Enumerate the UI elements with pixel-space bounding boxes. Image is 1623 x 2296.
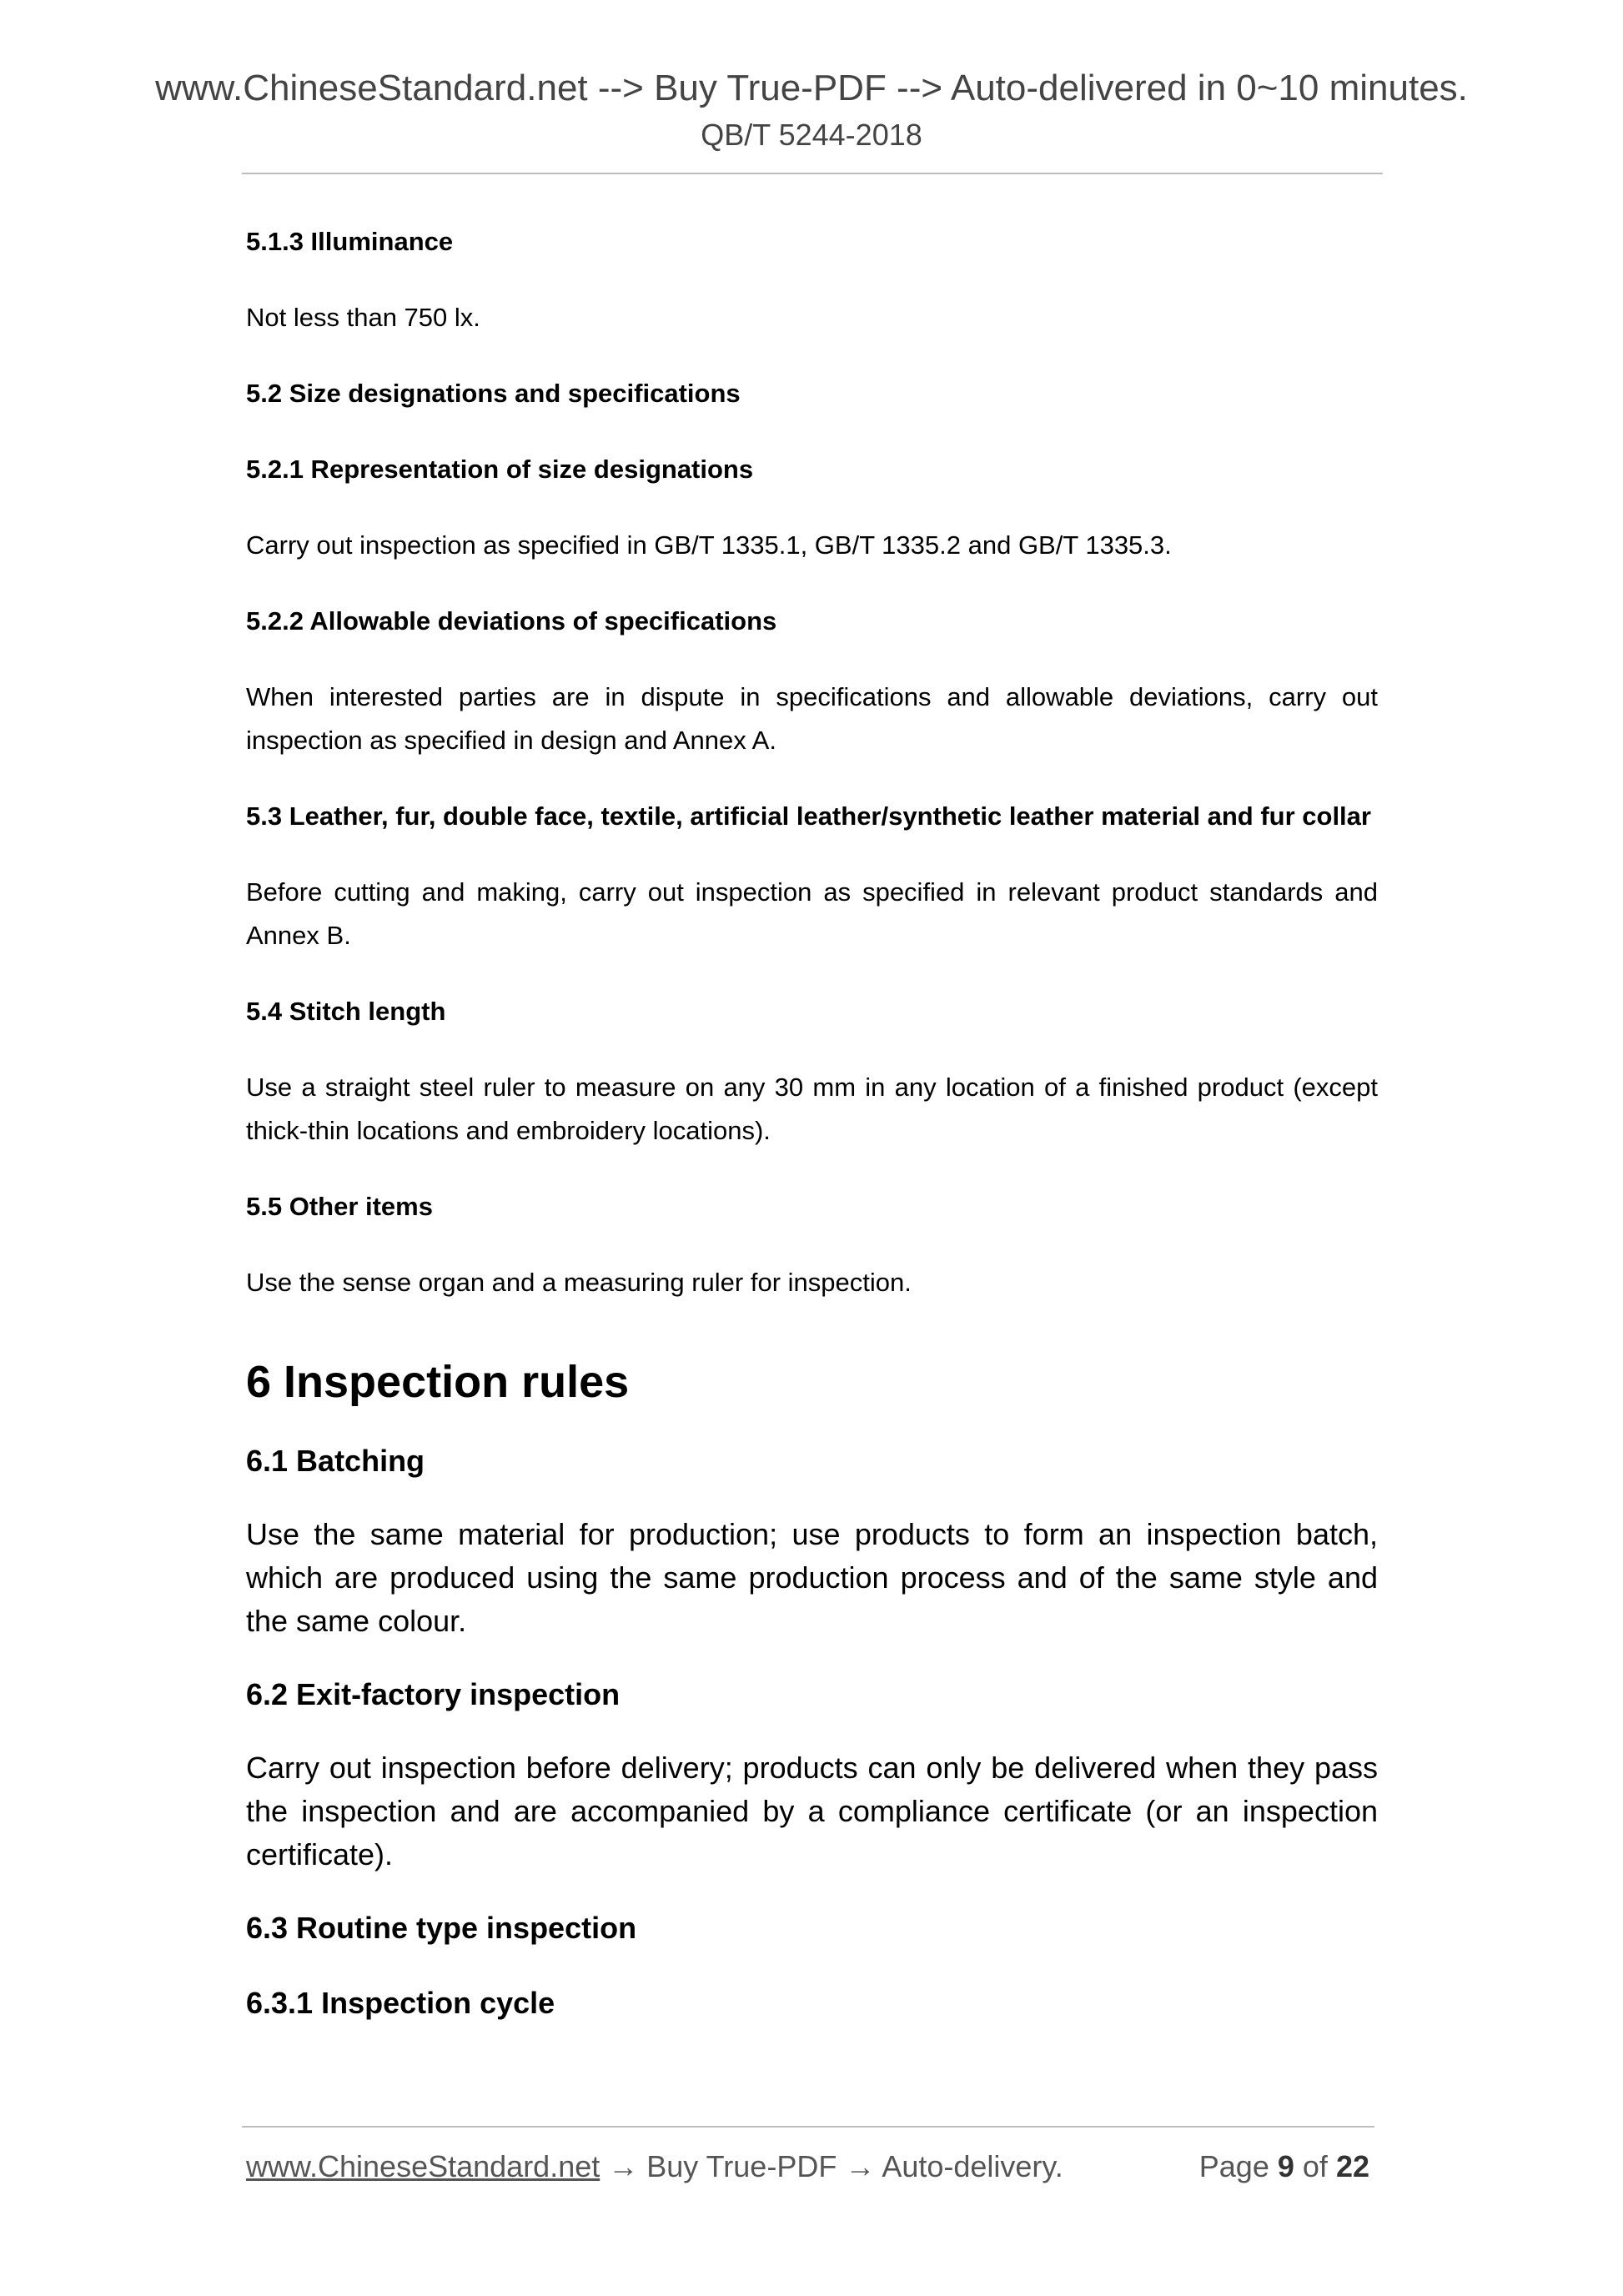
section-6-2-text: Carry out inspection before delivery; products can only be delivered when they pass the inspection and are accompanied by a compliance certificate (or an inspection certificate). (246, 1751, 1378, 1871)
section-6-3-heading: 6.3 Routine type inspection (246, 1911, 637, 1945)
section-5-5-text: Use the sense organ and a measuring ruler for inspection. (246, 1268, 912, 1297)
section-5-5-heading: 5.5 Other items (246, 1192, 433, 1221)
section-6-3-1-heading: 6.3.1 Inspection cycle (246, 1986, 555, 2020)
section-5-4-text: Use a straight steel ruler to measure on any 30 mm in any location of a finished product (except thick-thin locations and embroidery locations). (246, 1073, 1378, 1145)
of-label: of (1302, 2149, 1328, 2183)
footer-site-link[interactable]: www.ChineseStandard.net (246, 2149, 600, 2183)
section-5-3-heading: 5.3 Leather, fur, double face, textile, artificial leather/synthetic leather material and fur collar (246, 801, 1371, 831)
footer-promo (246, 2147, 1063, 2187)
footer-promo-text: → Buy True-PDF → Auto-delivery. (600, 2149, 1063, 2183)
section-5-2-heading: 5.2 Size designations and specifications (246, 379, 741, 408)
header-divider (242, 173, 1383, 174)
header-doc-id: QB/T 5244-2018 (701, 118, 922, 152)
total-pages: 22 (1335, 2149, 1369, 2183)
section-5-1-3-text: Not less than 750 lx. (246, 303, 480, 332)
section-6-1-heading: 6.1 Batching (246, 1444, 425, 1478)
section-5-2-2-heading: 5.2.2 Allowable deviations of specifications (246, 606, 777, 636)
page-label: Page (1198, 2149, 1269, 2183)
section-6-heading: 6 Inspection rules (246, 1357, 630, 1407)
section-5-1-3-heading: 5.1.3 Illuminance (246, 227, 454, 256)
section-5-2-1-text: Carry out inspection as specified in GB/T 1335.1, GB/T 1335.2 and GB/T 1335.3. (246, 530, 1172, 560)
section-5-2-2-text: When interested parties are in dispute in specifications and allowable deviations, carry out inspection as specified in design and Annex A. (246, 682, 1378, 755)
section-5-3-text: Before cutting and making, carry out inspection as specified in relevant product standards and Annex B. (246, 877, 1378, 950)
section-5-4-heading: 5.4 Stitch length (246, 997, 446, 1026)
page-body (246, 220, 1378, 2055)
section-6-1-text: Use the same material for production; use products to form an inspection batch, which are produced using the same production process and of the same style and the same colour. (246, 1517, 1378, 1638)
header-site-line: www.ChineseStandard.net --> Buy True-PDF --> Auto-delivered in 0~10 minutes. (155, 68, 1468, 108)
page-number: 9 (1277, 2149, 1294, 2183)
page-indicator (1199, 2147, 1369, 2187)
section-5-2-1-heading: 5.2.1 Representation of size designations (246, 455, 754, 484)
section-6-2-heading: 6.2 Exit-factory inspection (246, 1677, 621, 1711)
footer-divider (242, 2126, 1374, 2128)
